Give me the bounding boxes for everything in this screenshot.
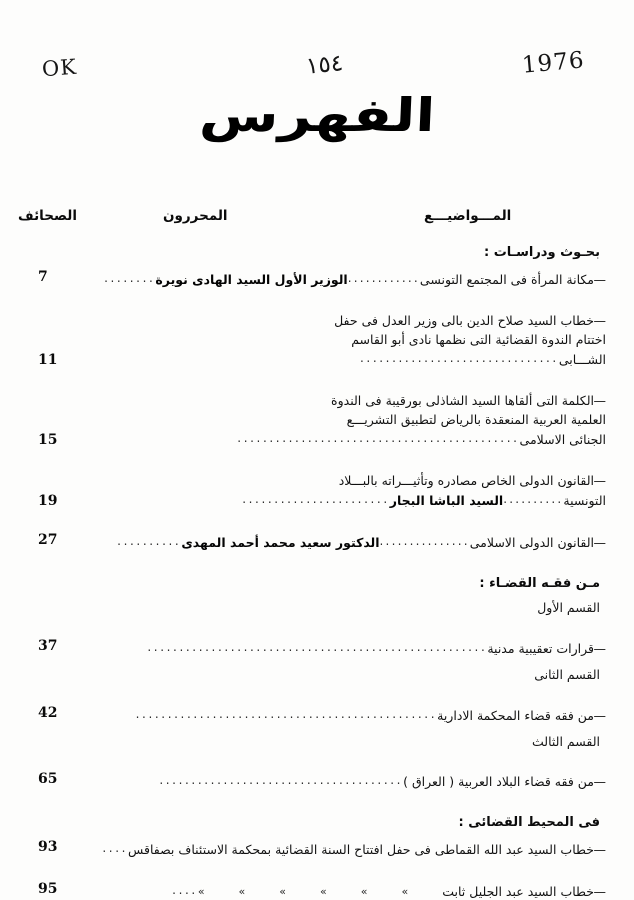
leader-dots: ............ bbox=[347, 270, 420, 285]
ditto-marks: »»»»»» bbox=[197, 884, 443, 898]
index-entry[interactable] bbox=[0, 705, 634, 725]
section-heading: فى المحيط القضائى : bbox=[458, 815, 600, 831]
entry-text-line bbox=[96, 839, 606, 859]
leader-dots: .... bbox=[172, 882, 198, 897]
entry-dash-icon: — bbox=[593, 534, 606, 550]
leader-dots: ............................................... bbox=[135, 706, 438, 721]
section-subheading: القسم الثانى bbox=[534, 666, 600, 682]
entry-title-text: الشـــابى bbox=[558, 351, 606, 367]
leader-dots: .......... bbox=[117, 533, 182, 548]
entry-text-line bbox=[96, 471, 606, 490]
entry-dash-icon: — bbox=[593, 841, 606, 857]
entry-title-text: القانون الدولى الاسلامى bbox=[469, 534, 594, 550]
entry-title-text: خطاب السيد صلاح الدين بالى وزير العدل فى حفل bbox=[334, 312, 594, 328]
index-entry[interactable] bbox=[0, 638, 634, 658]
page-title-wrap bbox=[0, 88, 634, 142]
entry-page-number[interactable]: 11 bbox=[38, 351, 58, 368]
index-entry[interactable] bbox=[0, 391, 634, 449]
index-entry[interactable] bbox=[0, 771, 634, 791]
spacer bbox=[0, 622, 634, 638]
index-entry[interactable] bbox=[0, 471, 634, 510]
handwritten-year: 1976 bbox=[520, 47, 586, 79]
column-header-subjects: المـــواضيـــع bbox=[424, 208, 512, 224]
entry-text-line bbox=[96, 330, 606, 349]
entry-text-line bbox=[96, 490, 606, 510]
spacer bbox=[0, 558, 634, 574]
entry-page-number[interactable]: 7 bbox=[38, 268, 48, 285]
entry-text-line bbox=[96, 532, 606, 552]
entry-page-number[interactable]: 15 bbox=[38, 431, 58, 448]
entry-editor-name: الدكتور سعيد محمد أحمد المهدى bbox=[181, 534, 380, 550]
index-contents bbox=[0, 243, 634, 900]
entry-title-text: خطاب السيد عبد الله القماطى فى حفل افتتاح السنة القضائية بمحكمة الاستئناف بصفاقس bbox=[128, 841, 594, 857]
entry-text-line bbox=[96, 881, 606, 900]
entry-title-text: مكانة المرأة فى المجتمع التونسى bbox=[419, 271, 594, 287]
section-subheading: القسم الأول bbox=[537, 600, 600, 615]
leader-dots: ............................... bbox=[360, 350, 559, 365]
entry-title-text: القانون الدولى الخاص مصادره وتأثيـــراته بالبـــلاد bbox=[338, 472, 594, 488]
entry-dash-icon: — bbox=[593, 392, 606, 408]
index-entry[interactable] bbox=[0, 839, 634, 859]
entry-text-line bbox=[96, 410, 606, 429]
entry-title-text: الكلمة التى ألقاها السيد الشاذلى بورقيبة فى الندوة bbox=[331, 392, 594, 408]
index-entry[interactable] bbox=[0, 311, 634, 369]
index-entry[interactable] bbox=[0, 269, 634, 289]
entry-editor-name: السيد الباشا البجار bbox=[389, 492, 504, 508]
entry-page-number[interactable]: 42 bbox=[38, 704, 58, 721]
entry-title-text: من فقه قضاء البلاد العربية ( العراق ) bbox=[403, 774, 594, 790]
entry-dash-icon: — bbox=[593, 271, 606, 287]
entry-text-line bbox=[96, 349, 606, 369]
section-heading: مـن فقـه القضـاء : bbox=[479, 575, 600, 591]
index-entry[interactable] bbox=[0, 881, 634, 900]
entry-page-number[interactable]: 95 bbox=[38, 880, 58, 897]
entry-title-text: قرارات تعقيبية مدنية bbox=[487, 640, 594, 656]
entry-dash-icon: — bbox=[593, 774, 606, 790]
entry-text-line bbox=[96, 429, 606, 449]
entry-text-line bbox=[96, 391, 606, 410]
entry-title-text: العلمية العربية المنعقدة بالرياض لتطبيق التشريـــع bbox=[346, 411, 606, 427]
spacer bbox=[0, 689, 634, 705]
entry-dash-icon: — bbox=[593, 883, 606, 899]
spacer bbox=[0, 755, 634, 771]
entry-page-number[interactable]: 19 bbox=[38, 492, 58, 509]
entry-text-line bbox=[96, 269, 606, 289]
leader-dots: ............... bbox=[379, 533, 470, 548]
leader-dots: .......... bbox=[503, 491, 564, 506]
handwritten-issue-number: ١٥٤ bbox=[304, 50, 345, 80]
entry-text-line bbox=[96, 638, 606, 658]
index-entry[interactable] bbox=[0, 532, 634, 552]
entry-page-number[interactable]: 65 bbox=[38, 771, 58, 788]
entry-title-text: خطاب السيد عبد الجليل ثابت bbox=[442, 883, 594, 899]
leader-dots: ...................................... bbox=[159, 773, 404, 788]
entry-dash-icon: — bbox=[593, 707, 606, 723]
section-subheading: القسم الثالث bbox=[532, 733, 600, 749]
entry-title-text: التونسية bbox=[563, 492, 606, 508]
entry-page-number[interactable]: 37 bbox=[38, 637, 58, 654]
spacer bbox=[0, 797, 634, 813]
entry-text-line bbox=[96, 705, 606, 725]
entry-dash-icon: — bbox=[593, 312, 606, 328]
leader-dots: ....................... bbox=[242, 491, 390, 506]
column-header-pages: الصحائف bbox=[18, 208, 77, 224]
entry-title-text: الجنائى الاسلامى bbox=[519, 431, 606, 447]
leader-dots: .... bbox=[102, 840, 129, 855]
column-headers bbox=[0, 208, 634, 230]
entry-dash-icon: — bbox=[593, 472, 606, 488]
handwritten-ok-mark: OK bbox=[41, 54, 78, 82]
leader-dots: ..................................................... bbox=[147, 639, 488, 654]
page-title: الفهرس bbox=[197, 88, 437, 142]
spacer bbox=[0, 455, 634, 471]
entry-title-text: من فقه قضاء المحكمة الادارية bbox=[437, 707, 594, 723]
entry-title-text: اختتام الندوة القضائية التى نظمها نادى أبو القاسم bbox=[351, 331, 606, 347]
spacer bbox=[0, 865, 634, 881]
entry-dash-icon: — bbox=[593, 640, 606, 656]
column-header-editors: المحررون bbox=[163, 208, 228, 224]
entry-editor-name: الوزير الأول السيد الهادى نويرة bbox=[155, 271, 348, 287]
leader-dots: ........ bbox=[104, 270, 156, 285]
spacer bbox=[0, 375, 634, 391]
section-heading: بحـوث ودراسـات : bbox=[483, 245, 600, 260]
entry-text-line bbox=[96, 771, 606, 791]
entry-text-line bbox=[96, 311, 606, 330]
entry-page-number[interactable]: 93 bbox=[38, 838, 58, 855]
spacer bbox=[0, 295, 634, 311]
spacer bbox=[0, 516, 634, 532]
entry-page-number[interactable]: 27 bbox=[38, 531, 58, 548]
leader-dots: ............................................ bbox=[237, 430, 520, 445]
